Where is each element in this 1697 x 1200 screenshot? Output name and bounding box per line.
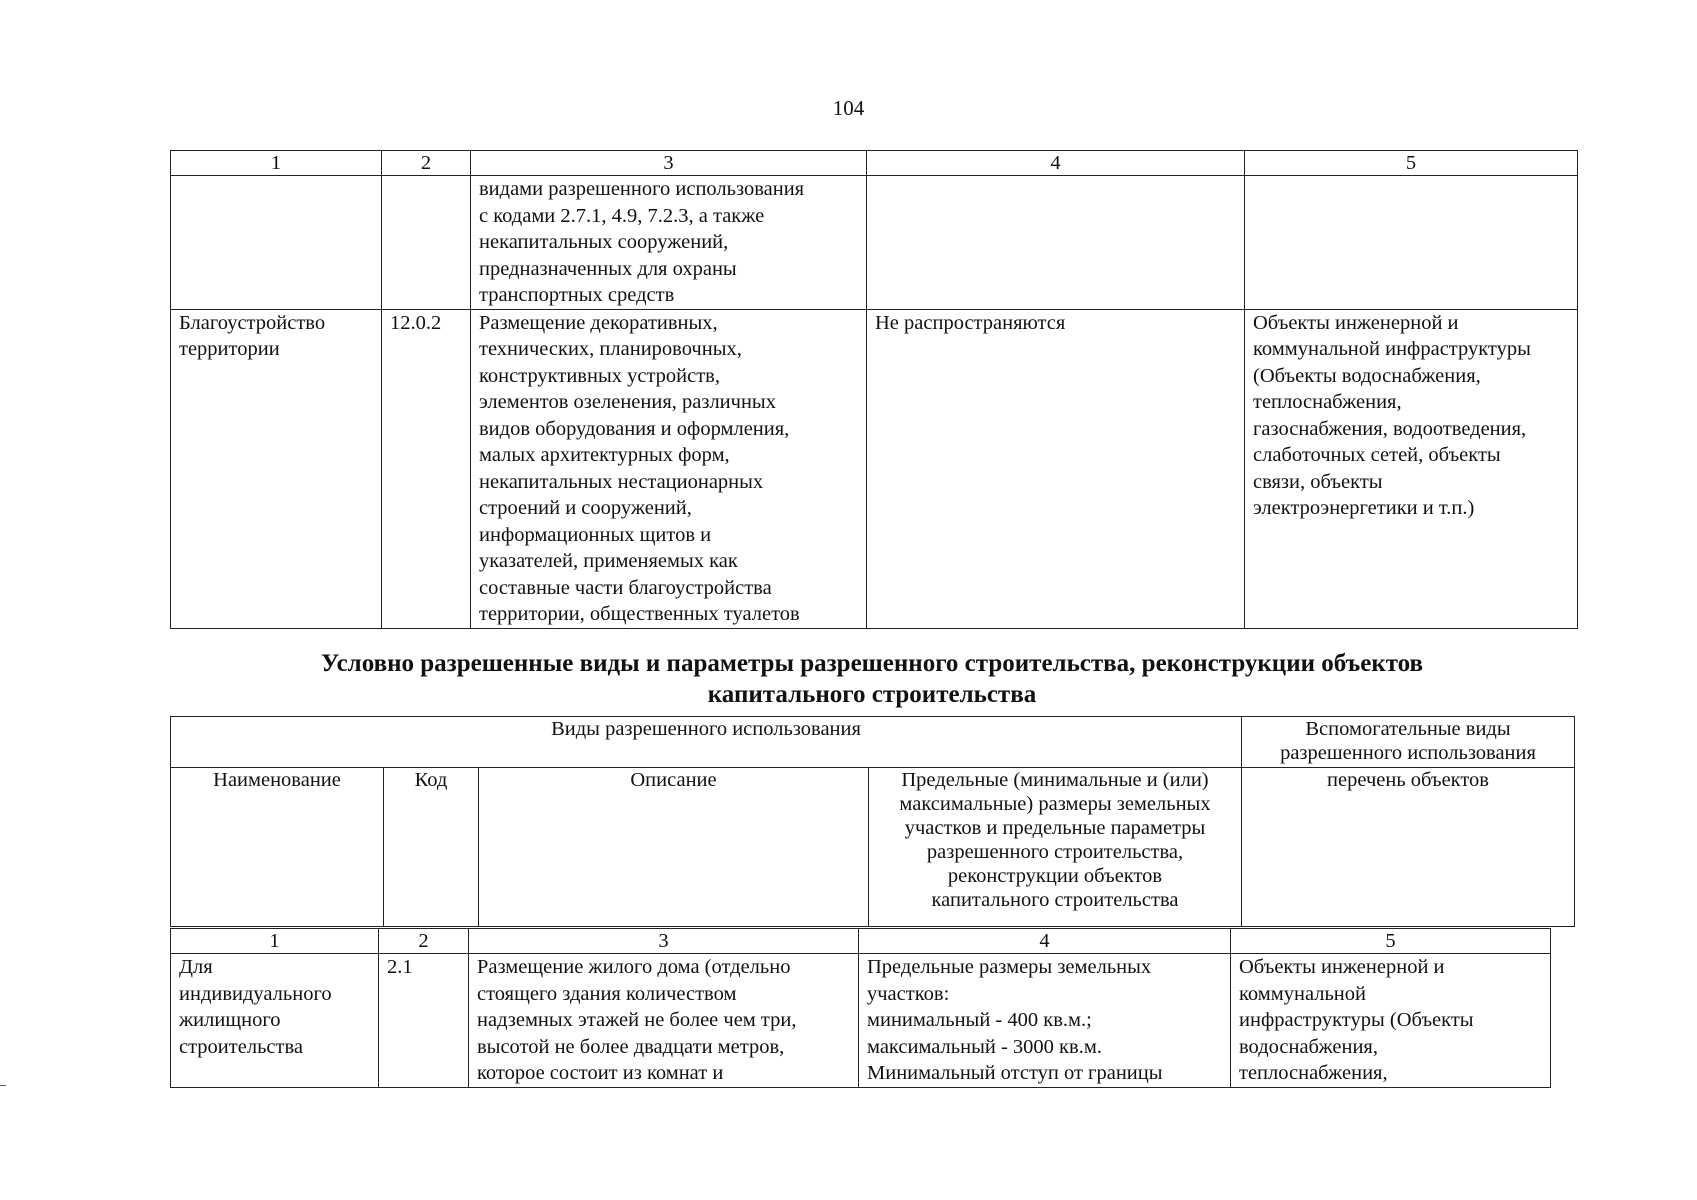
cell-description [471, 309, 867, 628]
text-line: территории [179, 338, 280, 360]
text-line: коммунальной [1239, 982, 1366, 1005]
text-line: Предельные размеры земельных [867, 956, 1152, 978]
text-line: участков и предельные параметры [904, 817, 1206, 839]
cell-name [171, 309, 382, 628]
text-line: Для [179, 956, 213, 978]
conditional-use-table [170, 928, 1551, 1088]
col-header-description: Описание [479, 768, 869, 927]
text-line: транспортных средств [479, 284, 675, 306]
text-line: с кодами 2.7.1, 4.9, 7.2.3, а также [479, 204, 765, 227]
scan-margin-mark [0, 1085, 6, 1086]
text-line: коммунальной инфраструктуры [1253, 338, 1531, 360]
text-line: элементов озеленения, различных [479, 391, 776, 413]
text-line: которое состоит из комнат и [477, 1062, 724, 1084]
text-line: строительства [179, 1035, 303, 1058]
col-header-limits [869, 768, 1242, 927]
text-line: предназначенных для охраны [479, 257, 737, 280]
group-aux-header [1242, 717, 1575, 768]
cell-description [471, 176, 867, 310]
text-line: участков: [867, 982, 950, 1005]
text-line: электроэнергетики и т.п.) [1253, 497, 1475, 519]
text-line: Благоустройство [179, 311, 326, 334]
col-number: 4 [859, 929, 1231, 954]
cell-description [469, 954, 859, 1088]
text-line: Объекты инженерной и [1239, 956, 1445, 978]
text-line: разрешенного использования [1280, 742, 1536, 764]
text-line: стоящего здания количеством [477, 982, 737, 1005]
table-row [171, 176, 1578, 310]
col-number: 5 [1231, 929, 1551, 954]
text-line: Предельные (минимальные и (или) [901, 769, 1209, 791]
cell-limits [859, 954, 1231, 1088]
text-line: разрешенного строительства, [926, 841, 1184, 863]
text-line: Минимальный отступ от границы [867, 1062, 1163, 1084]
cell-name [171, 954, 379, 1088]
col-number: 2 [379, 929, 469, 954]
text-line: некапитальных нестационарных [479, 470, 764, 493]
text-line: (Объекты водоснабжения, [1253, 364, 1481, 387]
column-header-row [171, 768, 1575, 927]
cell-code [382, 176, 471, 310]
text-line: газоснабжения, водоотведения, [1253, 417, 1527, 440]
text-line: инфраструктуры (Объекты [1239, 1009, 1474, 1031]
text-line: малых архитектурных форм, [479, 444, 730, 466]
text-line: Объекты инженерной и [1253, 311, 1459, 334]
cell-auxiliary [1231, 954, 1551, 1088]
col-number: 3 [471, 151, 867, 176]
text-line: территории, общественных туалетов [479, 603, 800, 625]
col-number: 4 [867, 151, 1245, 176]
table-row [171, 309, 1578, 628]
page-number: 104 [832, 96, 865, 120]
group-main-header: Виды разрешенного использования [171, 717, 1242, 768]
text-line: Размещение декоративных, [479, 311, 718, 334]
text-line: видов оборудования и оформления, [479, 417, 790, 440]
cell-code: 12.0.2 [382, 309, 471, 628]
table-row [171, 954, 1551, 1088]
text-line: индивидуального [179, 982, 332, 1005]
column-number-row [171, 929, 1551, 954]
text-line: некапитальных сооружений, [479, 231, 729, 253]
text-line: указателей, применяемых как [479, 550, 738, 572]
cell-code: 2.1 [379, 954, 469, 1088]
text-line: Вспомогательные виды [1305, 718, 1511, 740]
text-line: теплоснабжения, [1239, 1062, 1388, 1084]
text-line: конструктивных устройств, [479, 364, 720, 387]
text-line: максимальный - 3000 кв.м. [867, 1035, 1102, 1058]
text-line: составные части благоустройства [479, 576, 772, 599]
text-line: водоснабжения, [1239, 1035, 1378, 1058]
conditional-use-header-table [170, 716, 1575, 927]
text-line: информационных щитов и [479, 523, 712, 546]
column-number-row [171, 151, 1578, 176]
text-line: жилищного [179, 1009, 281, 1031]
text-line: строений и сооружений, [479, 497, 692, 519]
cell-limits [867, 176, 1245, 310]
cell-auxiliary [1245, 309, 1578, 628]
col-header-name: Наименование [171, 768, 384, 927]
cell-name [171, 176, 382, 310]
col-number: 3 [469, 929, 859, 954]
col-number: 2 [382, 151, 471, 176]
cell-limits [867, 309, 1245, 628]
col-number: 5 [1245, 151, 1578, 176]
text-line: минимальный - 400 кв.м.; [867, 1009, 1092, 1031]
cell-auxiliary [1245, 176, 1578, 310]
text-line: высотой не более двадцати метров, [477, 1035, 785, 1058]
col-number: 1 [171, 151, 382, 176]
text-line: слаботочных сетей, объекты [1253, 444, 1501, 466]
text-line: максимальные) размеры земельных [899, 793, 1211, 815]
group-header-row [171, 717, 1575, 768]
text-line: связи, объекты [1253, 470, 1383, 493]
text-line: Не распространяются [875, 311, 1066, 334]
col-header-code: Код [384, 768, 479, 927]
text-line: видами разрешенного использования [479, 178, 805, 200]
col-number: 1 [171, 929, 379, 954]
land-use-table-continued [170, 150, 1578, 629]
text-line: теплоснабжения, [1253, 391, 1402, 413]
section-heading [170, 648, 1574, 710]
heading-line: Условно разрешенные виды и параметры разрешенного строительства, реконструкции объектов [320, 650, 1424, 677]
col-header-aux: перечень объектов [1242, 768, 1575, 927]
text-line: капитального строительства [931, 889, 1179, 911]
text-line: технических, планировочных, [479, 338, 742, 360]
heading-line: капитального строительства [707, 681, 1037, 708]
text-line: надземных этажей не более чем три, [477, 1009, 797, 1031]
text-line: реконструкции объектов [947, 865, 1163, 887]
text-line: Размещение жилого дома (отдельно [477, 956, 791, 978]
